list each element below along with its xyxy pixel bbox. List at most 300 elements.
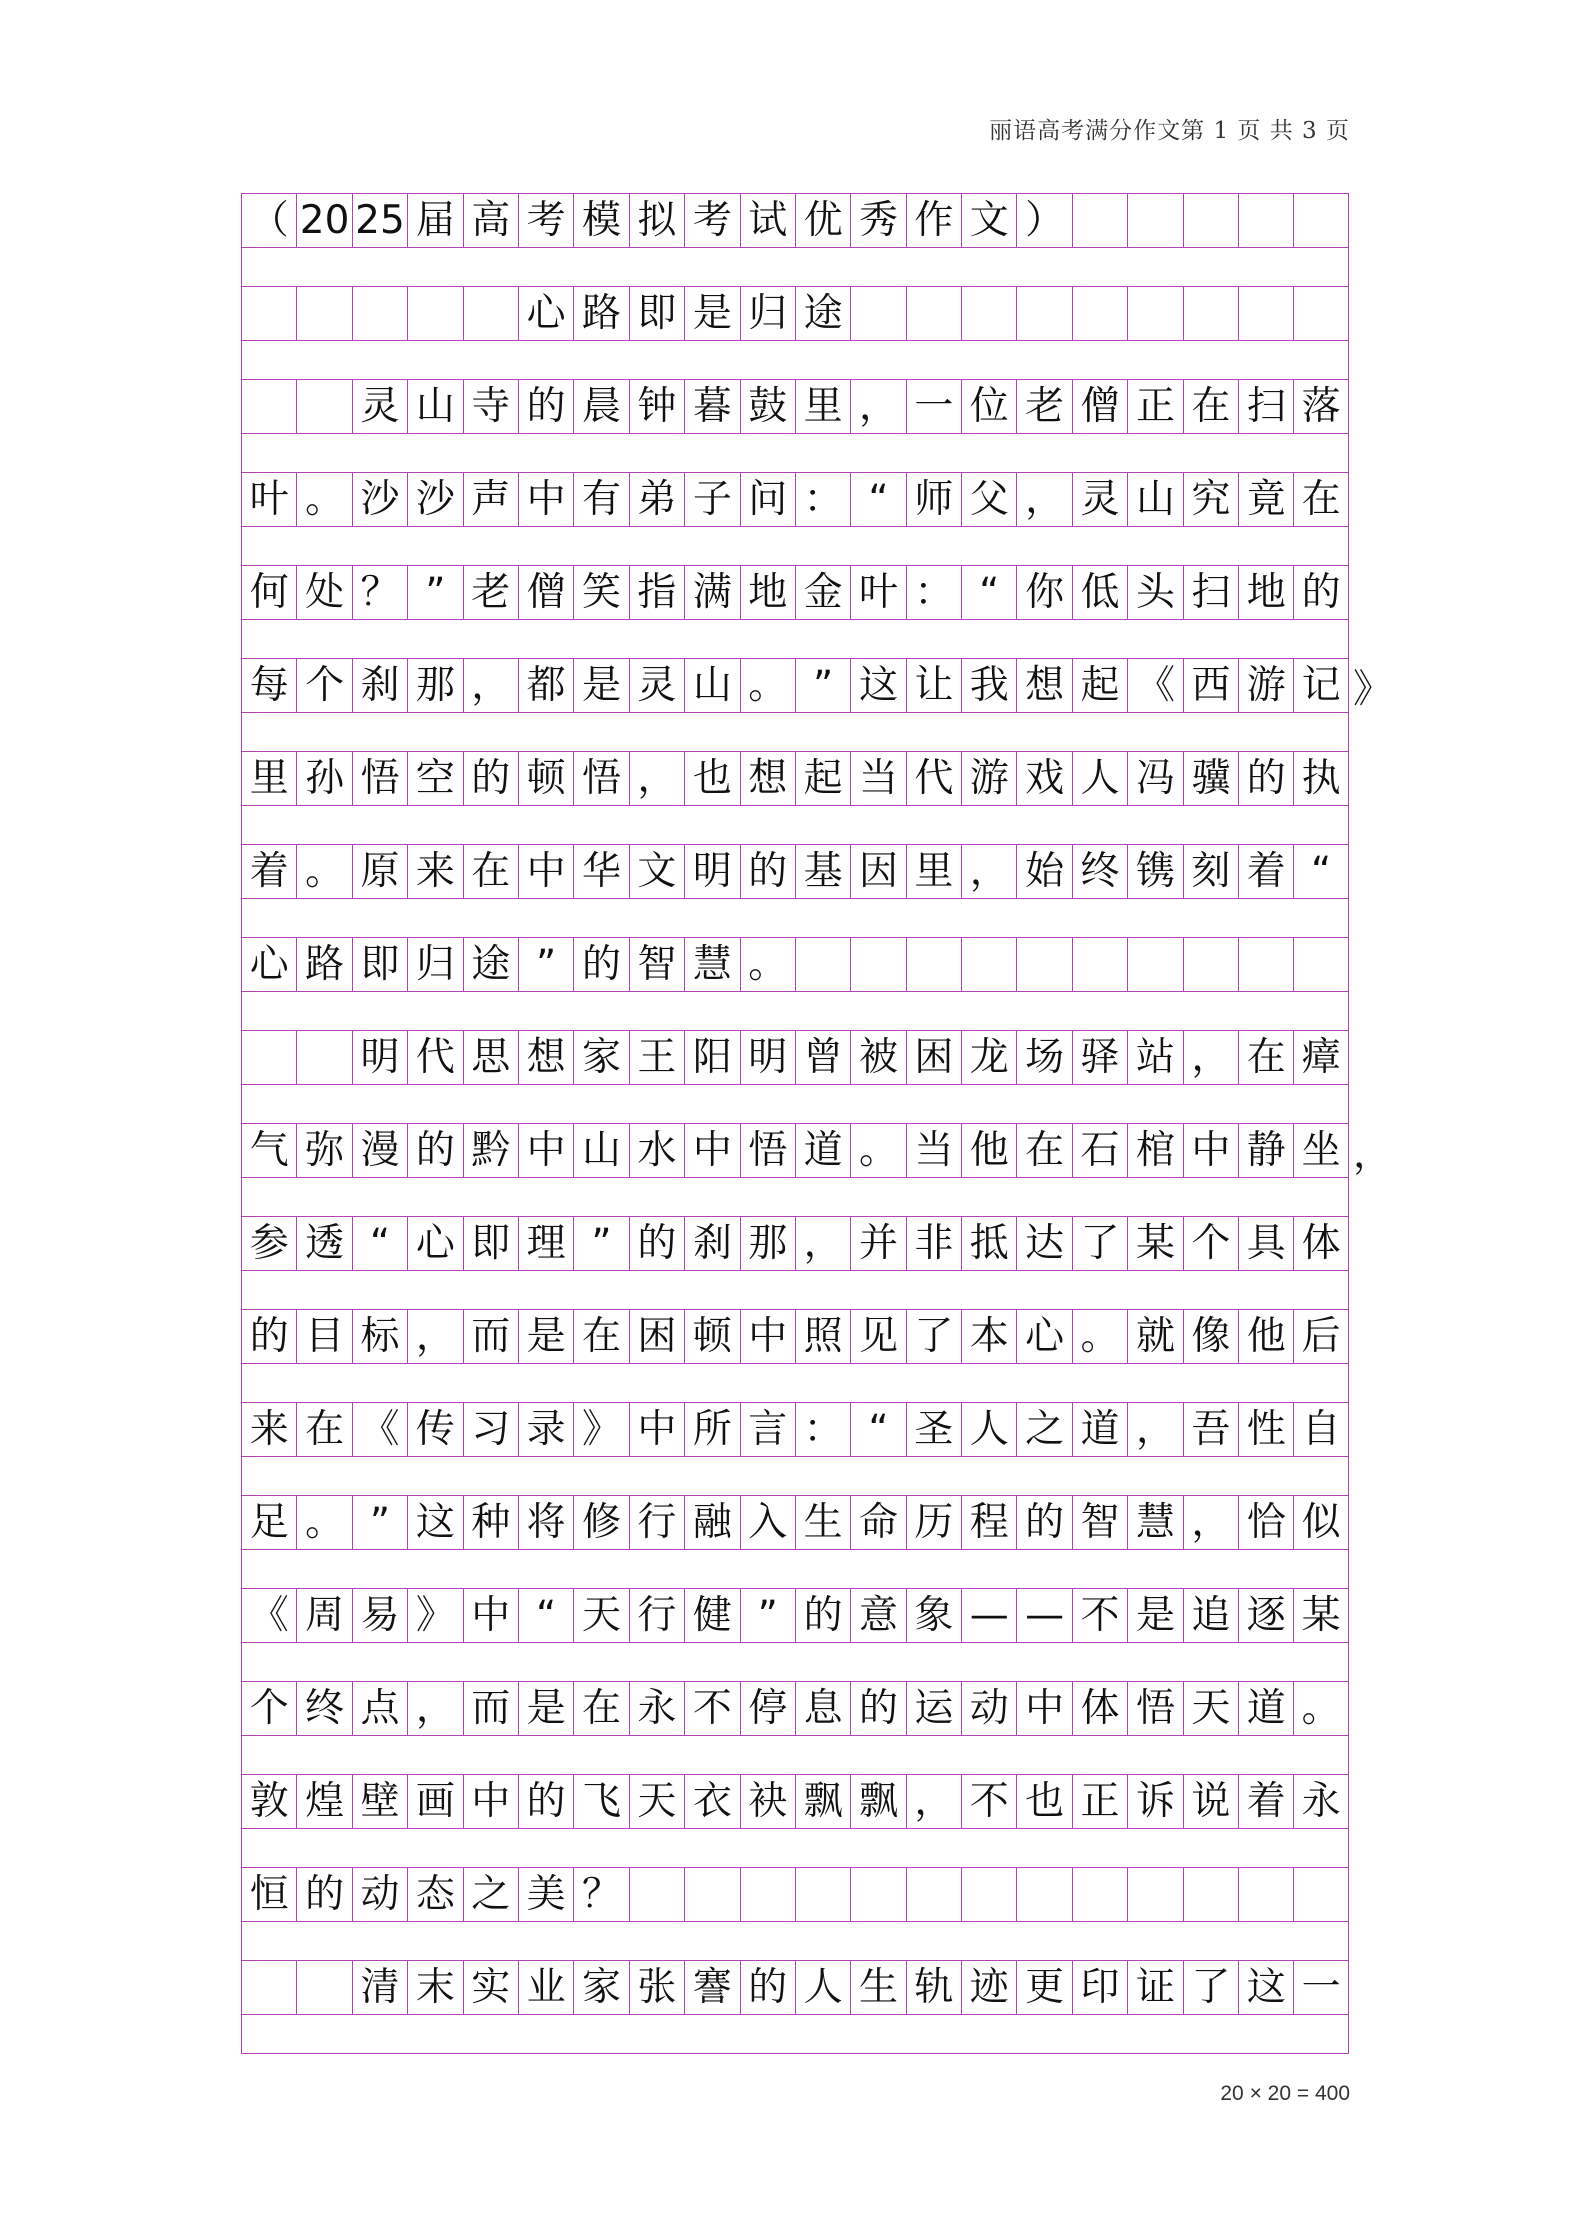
grid-cell: 试 — [740, 193, 795, 248]
grid-cell — [961, 286, 1016, 341]
grid-cell — [961, 937, 1016, 992]
grid-cell: 是 — [684, 286, 739, 341]
grid-cell: 标 — [352, 1309, 407, 1364]
grid-cell: 体 — [1072, 1681, 1127, 1736]
grid-cell: 优 — [795, 193, 850, 248]
grid-cell: 历 — [906, 1495, 961, 1550]
grid-cell: 石 — [1072, 1123, 1127, 1178]
grid-cell: 水 — [629, 1123, 684, 1178]
grid-cell: 一 — [906, 379, 961, 434]
grid-cell — [740, 1867, 795, 1922]
grid-cell: 想 — [1016, 658, 1071, 713]
grid-cell: 困 — [629, 1309, 684, 1364]
grid-row — [241, 1123, 1393, 1216]
grid-row — [241, 565, 1349, 658]
grid-cell: 竟 — [1238, 472, 1293, 527]
grid-cell: 画 — [407, 1774, 462, 1829]
grid-cell — [1183, 937, 1238, 992]
grid-cell: 明 — [352, 1030, 407, 1085]
grid-cell: 停 — [740, 1681, 795, 1736]
grid-cell — [241, 1030, 296, 1085]
grid-cell: 刹 — [684, 1216, 739, 1271]
grid-cell: 衣 — [684, 1774, 739, 1829]
grid-cell: 所 — [684, 1402, 739, 1457]
grid-cell: 在 — [573, 1309, 628, 1364]
grid-cell: 永 — [629, 1681, 684, 1736]
grid-row — [241, 1681, 1349, 1774]
grid-cell: 终 — [1072, 844, 1127, 899]
grid-cell: 你 — [1016, 565, 1071, 620]
grid-cell: 人 — [961, 1402, 1016, 1457]
grid-row — [241, 658, 1393, 751]
margin-punctuation: 》 — [1353, 666, 1393, 712]
grid-cell: 因 — [850, 844, 905, 899]
grid-cell: 那 — [407, 658, 462, 713]
grid-cell — [1016, 937, 1071, 992]
grid-cell: 思 — [463, 1030, 518, 1085]
grid-row — [241, 1309, 1349, 1402]
grid-cell: 晨 — [573, 379, 628, 434]
grid-cell: 里 — [795, 379, 850, 434]
grid-cell: ” — [352, 1495, 407, 1550]
grid-cell — [795, 1867, 850, 1922]
grid-cell: 中 — [518, 1123, 573, 1178]
grid-cell: 始 — [1016, 844, 1071, 899]
grid-cell: 25 — [352, 193, 407, 248]
grid-cell: 灵 — [352, 379, 407, 434]
grid-cell: 静 — [1238, 1123, 1293, 1178]
grid-cell: ， — [629, 751, 684, 806]
grid-cell — [906, 1867, 961, 1922]
row-spacer — [241, 1271, 1349, 1309]
grid-cell: 慧 — [1127, 1495, 1182, 1550]
grid-cell: 煌 — [296, 1774, 351, 1829]
grid-row — [241, 1402, 1349, 1495]
grid-cell: 弥 — [296, 1123, 351, 1178]
grid-cell: “ — [850, 1402, 905, 1457]
grid-cell: ， — [850, 379, 905, 434]
grid-cell: — — [1016, 1588, 1071, 1643]
grid-cell: 场 — [1016, 1030, 1071, 1085]
grid-cell: 漫 — [352, 1123, 407, 1178]
grid-cell: 都 — [518, 658, 573, 713]
grid-cell: 游 — [1238, 658, 1293, 713]
grid-cell: 是 — [518, 1681, 573, 1736]
grid-cell: 那 — [740, 1216, 795, 1271]
grid-cell: 运 — [906, 1681, 961, 1736]
grid-cell: 迹 — [961, 1960, 1016, 2015]
grid-cell: 。 — [1072, 1309, 1127, 1364]
grid-cell: 戏 — [1016, 751, 1071, 806]
grid-cell — [1127, 937, 1182, 992]
grid-cell: 张 — [629, 1960, 684, 2015]
grid-cell: 地 — [740, 565, 795, 620]
grid-cell: 不 — [684, 1681, 739, 1736]
grid-cell: 正 — [1127, 379, 1182, 434]
grid-cell: 后 — [1293, 1309, 1348, 1364]
grid-cell: 里 — [906, 844, 961, 899]
grid-cell: 在 — [573, 1681, 628, 1736]
grid-cell: 就 — [1127, 1309, 1182, 1364]
grid-cell: 我 — [961, 658, 1016, 713]
row-spacer — [241, 713, 1349, 751]
grid-cell: 个 — [1183, 1216, 1238, 1271]
grid-cell — [1293, 286, 1348, 341]
grid-cell — [407, 286, 462, 341]
grid-cell: 他 — [1238, 1309, 1293, 1364]
grid-cell: 美 — [518, 1867, 573, 1922]
grid-row — [241, 193, 1349, 286]
grid-cell: 。 — [850, 1123, 905, 1178]
grid-cell: 每 — [241, 658, 296, 713]
grid-cell: ， — [407, 1309, 462, 1364]
grid-cell: 之 — [1016, 1402, 1071, 1457]
grid-cell: 。 — [740, 658, 795, 713]
grid-cell: ， — [795, 1216, 850, 1271]
grid-cell — [241, 286, 296, 341]
grid-cell: 着 — [241, 844, 296, 899]
grid-cell: 在 — [296, 1402, 351, 1457]
grid-cell: 即 — [352, 937, 407, 992]
grid-cell: 个 — [296, 658, 351, 713]
grid-cell: 的 — [1016, 1495, 1071, 1550]
grid-cell: 不 — [961, 1774, 1016, 1829]
grid-cell: 中 — [463, 1774, 518, 1829]
grid-cell: 天 — [573, 1588, 628, 1643]
row-spacer — [241, 806, 1349, 844]
grid-cell: 实 — [463, 1960, 518, 2015]
grid-cell: 想 — [740, 751, 795, 806]
grid-cell: 。 — [296, 1495, 351, 1550]
grid-cell: 融 — [684, 1495, 739, 1550]
grid-cell: ， — [1016, 472, 1071, 527]
grid-cell: 作 — [906, 193, 961, 248]
grid-cell — [850, 286, 905, 341]
grid-cell: 的 — [850, 1681, 905, 1736]
grid-cell: 抵 — [961, 1216, 1016, 1271]
grid-cell: — — [961, 1588, 1016, 1643]
grid-cell: 心 — [518, 286, 573, 341]
grid-cell: 的 — [241, 1309, 296, 1364]
grid-cell: 飘 — [850, 1774, 905, 1829]
grid-cell: 师 — [906, 472, 961, 527]
row-spacer — [241, 1178, 1349, 1216]
grid-cell: 动 — [352, 1867, 407, 1922]
row-spacer — [241, 1829, 1349, 1867]
grid-cell: 满 — [684, 565, 739, 620]
grid-cell: 头 — [1127, 565, 1182, 620]
grid-cell: 袂 — [740, 1774, 795, 1829]
grid-cell: 照 — [795, 1309, 850, 1364]
grid-cell: 顿 — [684, 1309, 739, 1364]
grid-cell: 曾 — [795, 1030, 850, 1085]
grid-cell: 孙 — [296, 751, 351, 806]
grid-cell: ” — [518, 937, 573, 992]
grid-cell: 位 — [961, 379, 1016, 434]
grid-cell: 象 — [906, 1588, 961, 1643]
grid-cell: 有 — [573, 472, 628, 527]
grid-cell: 恰 — [1238, 1495, 1293, 1550]
grid-cell: 吾 — [1183, 1402, 1238, 1457]
grid-cell: 悟 — [573, 751, 628, 806]
grid-cell: 生 — [795, 1495, 850, 1550]
grid-cell: 心 — [407, 1216, 462, 1271]
grid-cell: ， — [906, 1774, 961, 1829]
grid-cell: 华 — [573, 844, 628, 899]
grid-cell: 站 — [1127, 1030, 1182, 1085]
grid-cell: 足 — [241, 1495, 296, 1550]
grid-cell — [961, 1867, 1016, 1922]
grid-cell: 。 — [1293, 1681, 1348, 1736]
grid-cell: 家 — [573, 1030, 628, 1085]
grid-cell: 入 — [740, 1495, 795, 1550]
row-spacer — [241, 1922, 1349, 1960]
grid-cell: 西 — [1183, 658, 1238, 713]
grid-cell: 里 — [241, 751, 296, 806]
grid-cell: 飘 — [795, 1774, 850, 1829]
grid-cell — [1016, 286, 1071, 341]
grid-cell: 中 — [1183, 1123, 1238, 1178]
grid-cell: 传 — [407, 1402, 462, 1457]
grid-cell — [241, 379, 296, 434]
grid-cell: 参 — [241, 1216, 296, 1271]
grid-cell: 棺 — [1127, 1123, 1182, 1178]
grid-cell: 子 — [684, 472, 739, 527]
grid-cell: 具 — [1238, 1216, 1293, 1271]
grid-cell: ， — [407, 1681, 462, 1736]
grid-cell: 点 — [352, 1681, 407, 1736]
page-footer-grid-count: 20 × 20 = 400 — [1220, 2082, 1350, 2105]
grid-cell: 习 — [463, 1402, 518, 1457]
row-spacer — [241, 1643, 1349, 1681]
grid-cell — [463, 286, 518, 341]
row-spacer — [241, 1550, 1349, 1588]
grid-cell — [1072, 286, 1127, 341]
grid-cell: 。 — [740, 937, 795, 992]
grid-cell: 金 — [795, 565, 850, 620]
grid-cell — [1238, 286, 1293, 341]
grid-cell: 人 — [795, 1960, 850, 2015]
grid-cell: 。 — [296, 472, 351, 527]
grid-cell: 究 — [1183, 472, 1238, 527]
grid-cell: 中 — [629, 1402, 684, 1457]
grid-cell: 的 — [740, 844, 795, 899]
grid-cell — [1293, 193, 1348, 248]
grid-cell: 智 — [629, 937, 684, 992]
grid-cell: 中 — [518, 472, 573, 527]
grid-cell: 体 — [1293, 1216, 1348, 1271]
grid-cell: ” — [573, 1216, 628, 1271]
grid-cell: 的 — [795, 1588, 850, 1643]
grid-cell: 。 — [296, 844, 351, 899]
grid-cell: 老 — [463, 565, 518, 620]
grid-row — [241, 379, 1349, 472]
grid-cell: 在 — [1238, 1030, 1293, 1085]
grid-cell: 山 — [684, 658, 739, 713]
grid-cell: 易 — [352, 1588, 407, 1643]
grid-cell — [1183, 193, 1238, 248]
grid-cell: 并 — [850, 1216, 905, 1271]
grid-cell: ， — [961, 844, 1016, 899]
grid-cell — [296, 1030, 351, 1085]
grid-cell — [1072, 193, 1127, 248]
grid-cell: 了 — [906, 1309, 961, 1364]
grid-cell: 言 — [740, 1402, 795, 1457]
grid-cell: 游 — [961, 751, 1016, 806]
grid-cell: 业 — [518, 1960, 573, 2015]
grid-cell: 龙 — [961, 1030, 1016, 1085]
grid-cell: 追 — [1183, 1588, 1238, 1643]
grid-cell: 謇 — [684, 1960, 739, 2015]
grid-cell: ： — [795, 1402, 850, 1457]
grid-cell: 中 — [518, 844, 573, 899]
grid-row — [241, 1588, 1349, 1681]
grid-cell: 何 — [241, 565, 296, 620]
grid-cell: 寺 — [463, 379, 518, 434]
grid-cell: 声 — [463, 472, 518, 527]
grid-cell: 永 — [1293, 1774, 1348, 1829]
grid-cell: 暮 — [684, 379, 739, 434]
grid-cell: 某 — [1293, 1588, 1348, 1643]
grid-cell: 灵 — [629, 658, 684, 713]
writing-grid — [241, 193, 1393, 2054]
grid-cell: 的 — [407, 1123, 462, 1178]
grid-cell — [296, 1960, 351, 2015]
grid-cell: 修 — [573, 1495, 628, 1550]
grid-cell: （ — [241, 193, 296, 248]
grid-cell: 笑 — [573, 565, 628, 620]
grid-cell: 清 — [352, 1960, 407, 2015]
grid-cell: 见 — [850, 1309, 905, 1364]
grid-cell: 》 — [573, 1402, 628, 1457]
page-header: 丽语高考满分作文第 1 页 共 3 页 — [989, 118, 1350, 144]
grid-row — [241, 844, 1349, 937]
grid-cell — [795, 937, 850, 992]
row-spacer — [241, 1457, 1349, 1495]
grid-cell: 个 — [241, 1681, 296, 1736]
grid-cell: 生 — [850, 1960, 905, 2015]
row-spacer — [241, 1085, 1349, 1123]
grid-cell: 着 — [1238, 844, 1293, 899]
grid-cell: 更 — [1016, 1960, 1071, 2015]
grid-cell: “ — [352, 1216, 407, 1271]
grid-cell: 的 — [629, 1216, 684, 1271]
grid-cell: ？ — [352, 565, 407, 620]
grid-cell: 正 — [1072, 1774, 1127, 1829]
grid-cell: 即 — [463, 1216, 518, 1271]
grid-cell: 天 — [629, 1774, 684, 1829]
grid-cell: 恒 — [241, 1867, 296, 1922]
grid-cell: 明 — [740, 1030, 795, 1085]
grid-cell: 记 — [1293, 658, 1348, 713]
row-spacer — [241, 2015, 1349, 2053]
grid-cell — [906, 937, 961, 992]
grid-cell: 诉 — [1127, 1774, 1182, 1829]
grid-cell: 态 — [407, 1867, 462, 1922]
grid-cell: 也 — [684, 751, 739, 806]
grid-cell: 《 — [352, 1402, 407, 1457]
grid-cell: 低 — [1072, 565, 1127, 620]
grid-cell: 路 — [573, 286, 628, 341]
grid-cell: 落 — [1293, 379, 1348, 434]
grid-cell: 一 — [1293, 1960, 1348, 2015]
grid-cell: ” — [795, 658, 850, 713]
grid-cell: 驿 — [1072, 1030, 1127, 1085]
row-spacer — [241, 992, 1349, 1030]
grid-cell: 透 — [296, 1216, 351, 1271]
grid-cell: 某 — [1127, 1216, 1182, 1271]
grid-cell: 山 — [573, 1123, 628, 1178]
grid-cell: 是 — [1127, 1588, 1182, 1643]
grid-cell: 瘴 — [1293, 1030, 1348, 1085]
grid-cell: 像 — [1183, 1309, 1238, 1364]
grid-cell: 弟 — [629, 472, 684, 527]
grid-cell: 当 — [906, 1123, 961, 1178]
grid-cell: 人 — [1072, 751, 1127, 806]
grid-cell: 处 — [296, 565, 351, 620]
grid-cell: 即 — [629, 286, 684, 341]
grid-cell: ， — [463, 658, 518, 713]
grid-cell: 动 — [961, 1681, 1016, 1736]
grid-cell: 达 — [1016, 1216, 1071, 1271]
grid-cell: 心 — [241, 937, 296, 992]
grid-cell: 息 — [795, 1681, 850, 1736]
grid-cell: 慧 — [684, 937, 739, 992]
grid-cell: 也 — [1016, 1774, 1071, 1829]
grid-cell: 周 — [296, 1588, 351, 1643]
grid-cell: 刹 — [352, 658, 407, 713]
grid-cell: 文 — [629, 844, 684, 899]
grid-cell — [1238, 1867, 1293, 1922]
grid-cell: 刻 — [1183, 844, 1238, 899]
grid-cell: 的 — [463, 751, 518, 806]
grid-cell — [906, 286, 961, 341]
grid-cell: “ — [961, 565, 1016, 620]
grid-cell: 扫 — [1183, 565, 1238, 620]
grid-cell — [1072, 1867, 1127, 1922]
grid-cell: 来 — [241, 1402, 296, 1457]
grid-cell — [352, 286, 407, 341]
grid-cell — [241, 1960, 296, 2015]
grid-cell — [1127, 1867, 1182, 1922]
grid-cell: 道 — [1072, 1402, 1127, 1457]
grid-cell: 父 — [961, 472, 1016, 527]
grid-cell — [850, 1867, 905, 1922]
grid-row — [241, 1030, 1349, 1123]
grid-cell: 中 — [684, 1123, 739, 1178]
grid-cell: 证 — [1127, 1960, 1182, 2015]
grid-cell: 敦 — [241, 1774, 296, 1829]
grid-cell: 目 — [296, 1309, 351, 1364]
grid-cell — [1238, 937, 1293, 992]
grid-cell: 壁 — [352, 1774, 407, 1829]
grid-cell: ， — [1127, 1402, 1182, 1457]
grid-cell: 拟 — [629, 193, 684, 248]
grid-cell: 让 — [906, 658, 961, 713]
grid-cell: 终 — [296, 1681, 351, 1736]
grid-cell: 悟 — [352, 751, 407, 806]
grid-cell: 空 — [407, 751, 462, 806]
grid-row — [241, 1867, 1349, 1960]
grid-bottom-line — [241, 2053, 1349, 2054]
grid-cell: 高 — [463, 193, 518, 248]
grid-cell: 明 — [684, 844, 739, 899]
grid-cell: 20 — [296, 193, 351, 248]
grid-cell: 代 — [906, 751, 961, 806]
grid-cell: 本 — [961, 1309, 1016, 1364]
grid-cell: 在 — [1293, 472, 1348, 527]
grid-cell: 阳 — [684, 1030, 739, 1085]
